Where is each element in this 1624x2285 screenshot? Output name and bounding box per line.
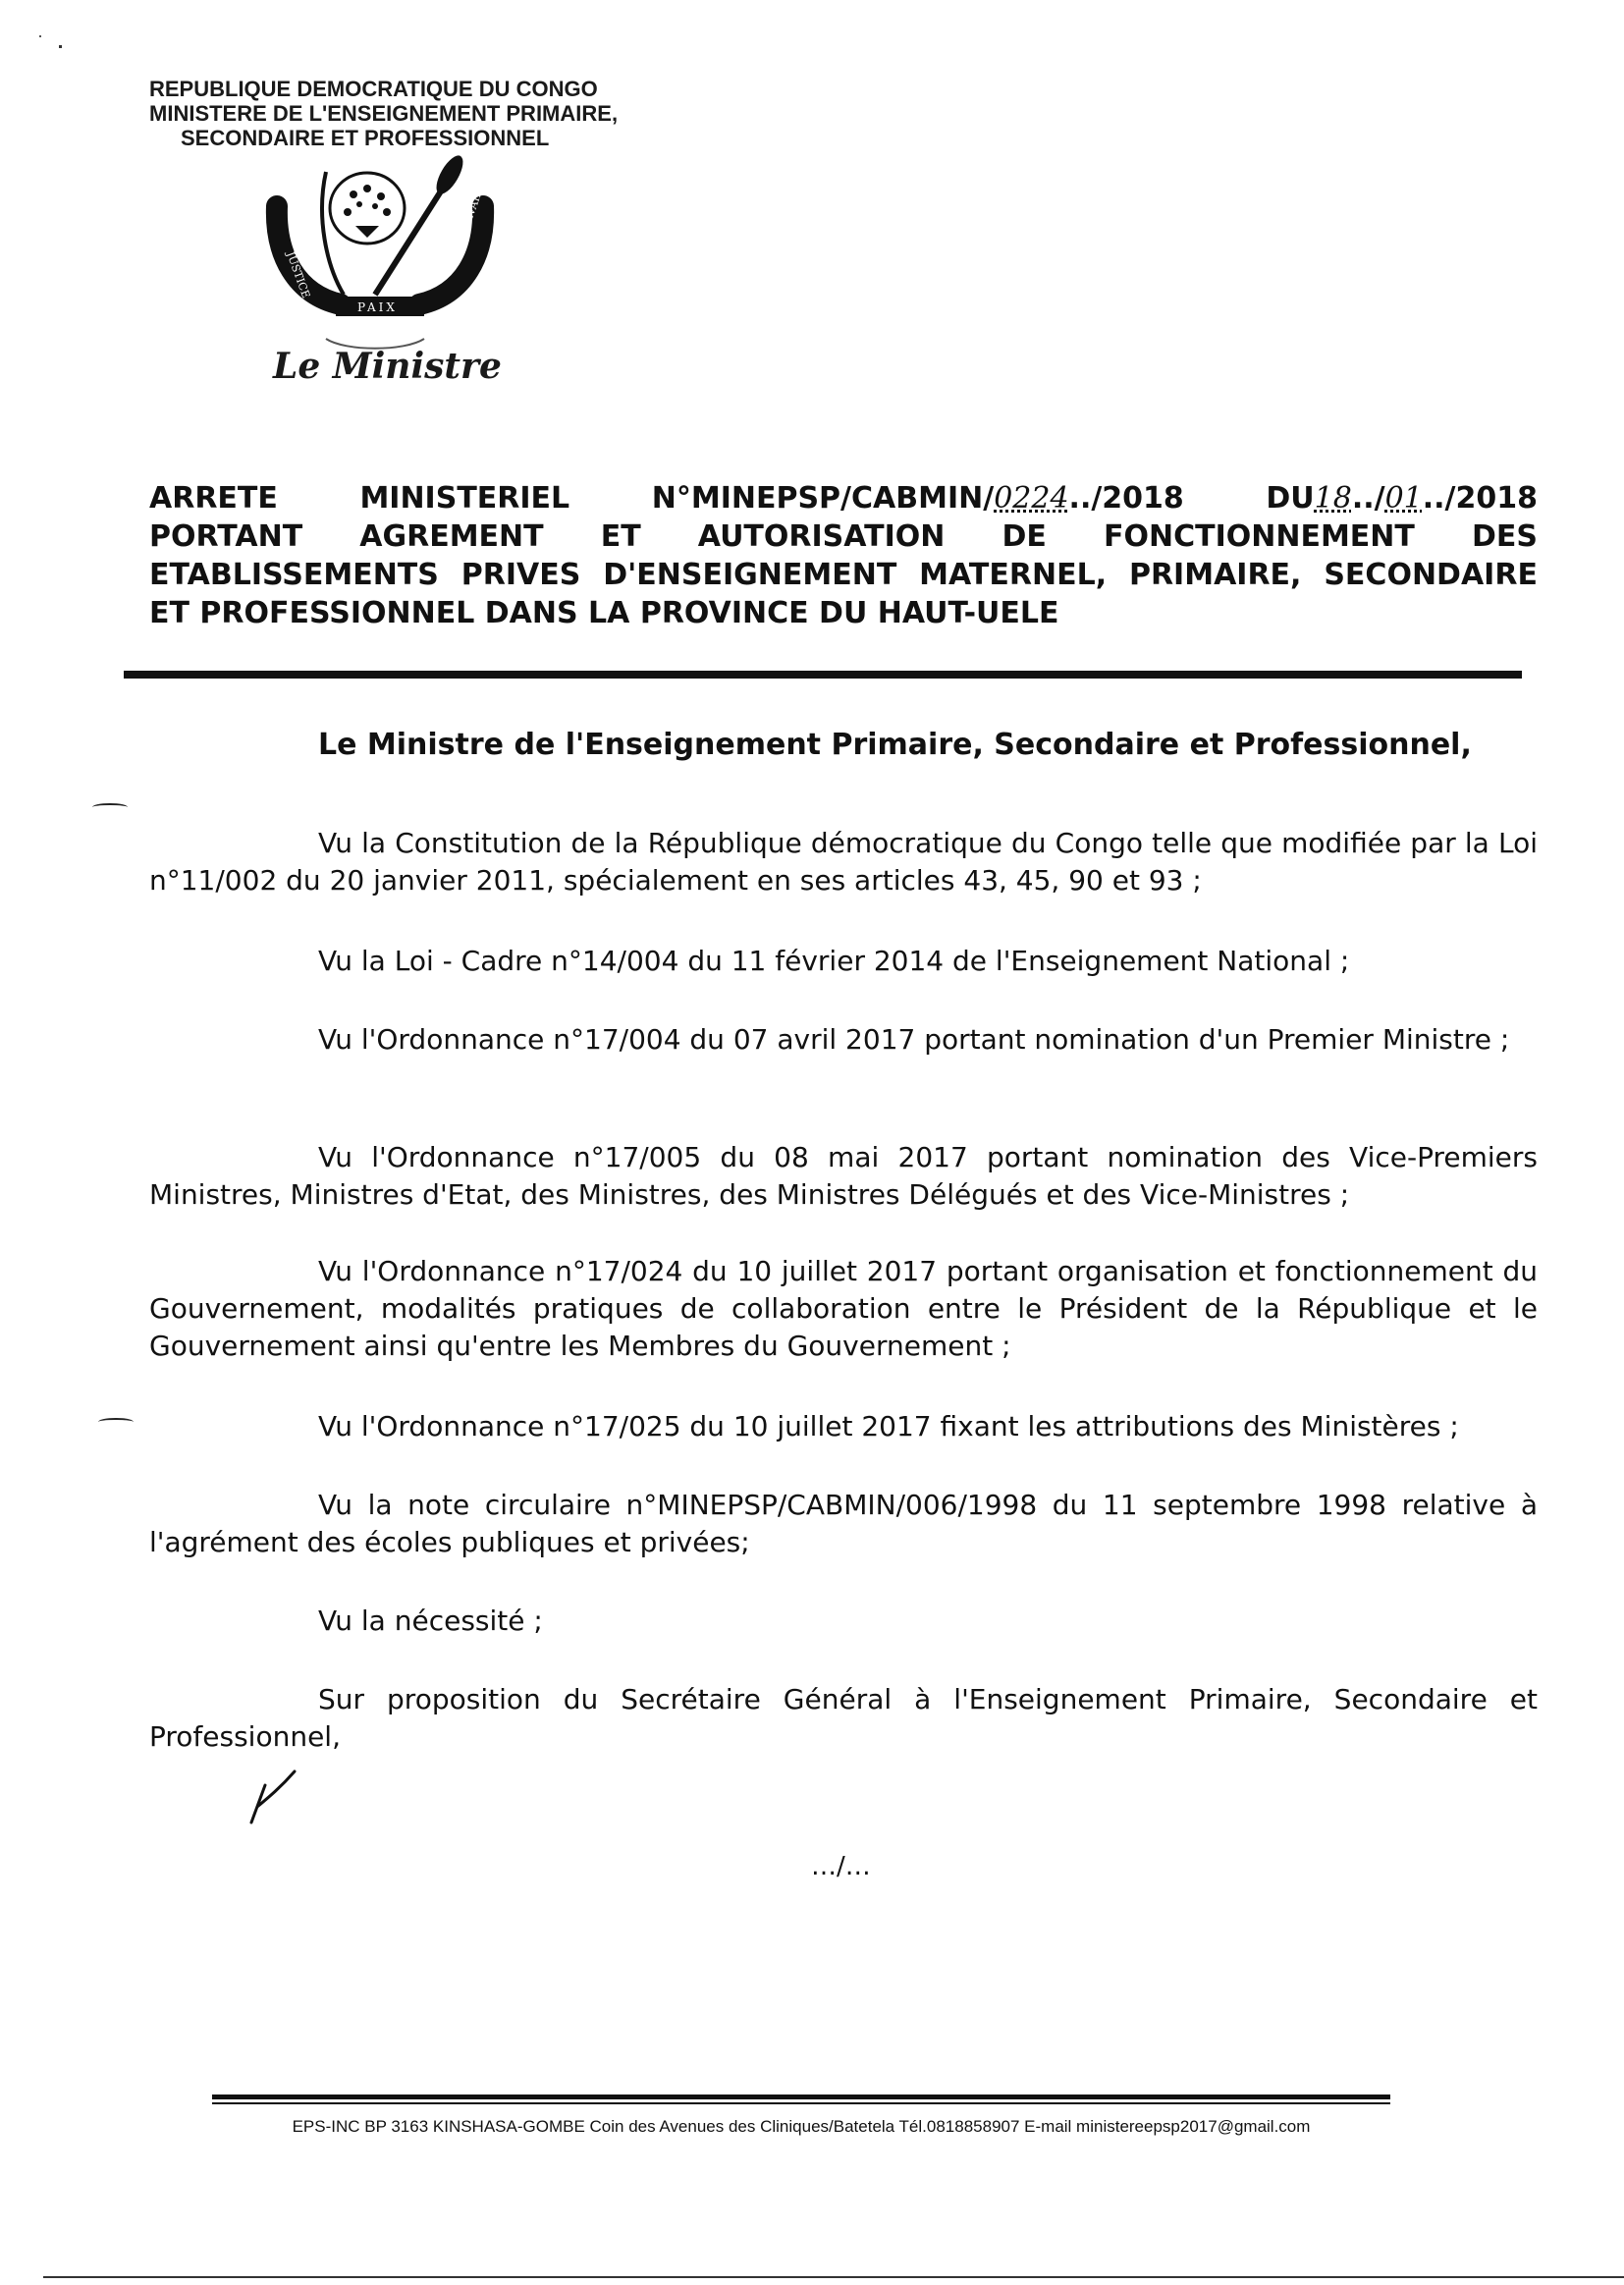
emblem-word-right: TRAVAIL [456,188,485,240]
title-divider [124,671,1522,679]
title-word: PORTANT [149,519,303,554]
title-word: AGREMENT [359,519,544,554]
letterhead [149,77,699,150]
scan-speck [59,45,62,48]
header-ministry-cont: SECONDAIRE ET PROFESSIONNEL [181,126,550,150]
scan-speck [39,35,41,37]
visa-note-circulaire: Vu la note circulaire n°MINEPSP/CABMIN/006/1998 du 11 septembre 1998 relative à l'agrément des écoles publiques et privées; [149,1489,1538,1558]
visa-loi-cadre: Vu la Loi - Cadre n°14/004 du 11 février 2014 de l'Enseignement National ; [318,945,1350,977]
visa-constitution: Vu la Constitution de la République démocratique du Congo telle que modifiée par la Loi n°11/002 du 20 janvier 2011, spécialement en ses articles 43, 45, 90 et 93 ; [149,827,1538,897]
footer-divider-thin [212,2102,1390,2104]
title-word: ARRETE [149,481,278,516]
emblem-word-left: JUSTICE [284,249,313,300]
handwritten-day: 18 [1314,481,1352,516]
visa-necessite: Vu la nécessité ; [318,1605,543,1637]
decree-number: N°MINEPSP/CABMIN/0224../2018 [651,481,1184,516]
visa-ordonnance-004: Vu l'Ordonnance n°17/004 du 07 avril 2017 portant nomination d'un Premier Ministre ; [318,1023,1510,1056]
handwritten-number: 0224 [994,481,1069,516]
title-word: SECONDAIRE [1324,558,1538,592]
visa-ordonnance-025: Vu l'Ordonnance n°17/025 du 10 juillet 2017 fixant les attributions des Ministères ; [318,1410,1459,1442]
title-word: PRIVES [460,558,581,592]
title-row-4: ET PROFESSIONNEL DANS LA PROVINCE DU HAUT-UELE [149,596,1059,630]
signature-title: Le Ministre [273,346,502,387]
title-row-1 [149,479,1538,517]
page-bottom-edge [43,2276,1624,2278]
title-word: FONCTIONNEMENT [1104,519,1415,554]
title-word: MATERNEL, [919,558,1108,592]
title-word: DE [1001,519,1047,554]
footer-divider [212,2095,1390,2099]
footer-address: EPS-INC BP 3163 KINSHASA-GOMBE Coin des Avenues des Cliniques/Batetela Tél.0818858907 E-mail ministereepsp2017@gmail.com [292,2117,1311,2136]
margin-mark [92,803,128,811]
title-word: DES [1471,519,1538,554]
coat-of-arms-emblem [257,147,503,358]
addressee-line: Le Ministre de l'Enseignement Primaire, Secondaire et Professionnel, [318,728,1472,762]
title-word: AUTORISATION [697,519,946,554]
title-word: D'ENSEIGNEMENT [603,558,897,592]
emblem-word-bottom: PAIX [357,300,398,314]
handwritten-initials [244,1768,302,1826]
title-word: ET [600,519,641,554]
header-ministry: MINISTERE DE L'ENSEIGNEMENT PRIMAIRE, [149,101,619,126]
continued-marker: …/… [811,1852,871,1881]
visa-ordonnance-024: Vu l'Ordonnance n°17/024 du 10 juillet 2017 portant organisation et fonctionnement du Gouvernement, modalités pratiques de collaboration entre le Président de la République et le Gouvernement ainsi qu'entre les Membres du Gouvernement ; [149,1255,1538,1362]
title-row-2 [149,517,1538,556]
decree-title [149,479,1538,632]
proposition-paragraph: Sur proposition du Secrétaire Général à l'Enseignement Primaire, Secondaire et Professionnel, [149,1683,1538,1753]
decree-date: DU18../01../2018 [1266,481,1538,516]
margin-mark [98,1418,134,1426]
handwritten-month: 01 [1384,481,1423,516]
title-word: MINISTERIEL [359,481,570,516]
title-row-3 [149,556,1538,594]
visa-ordonnance-005: Vu l'Ordonnance n°17/005 du 08 mai 2017 portant nomination des Vice-Premiers Ministres, Ministres d'Etat, des Ministres, des Ministres Délégués et des Vice-Ministres ; [149,1141,1538,1211]
title-word: PRIMAIRE, [1128,558,1302,592]
header-country: REPUBLIQUE DEMOCRATIQUE DU CONGO [149,77,598,101]
title-word: ETABLISSEMENTS [149,558,439,592]
